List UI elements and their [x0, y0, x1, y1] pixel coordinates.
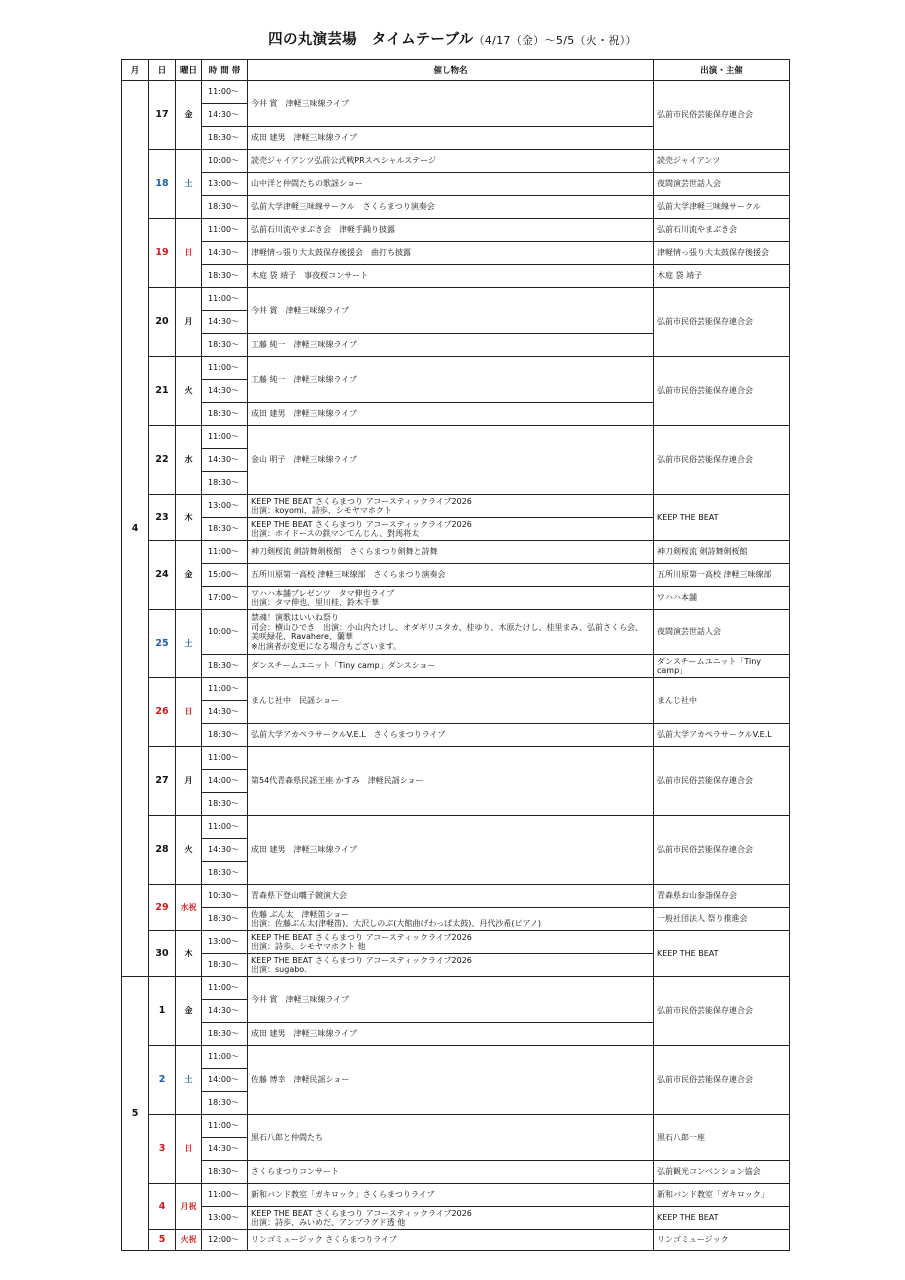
event-cell	[248, 816, 654, 885]
time-cell: 11:00～	[202, 678, 248, 701]
event-line: ダンスチームユニット「Tiny camp」ダンスショー	[251, 661, 436, 671]
table-row	[122, 426, 790, 449]
event-line: 弘前大学津軽三味線サークル さくらまつり演奏会	[251, 202, 435, 212]
event-cell	[248, 357, 654, 403]
event-line: 神刀剣桜流 剣詩舞剣桜館 さくらまつり剣舞と詩舞	[251, 547, 438, 557]
time-cell: 18:30～	[202, 403, 248, 426]
event-line: 金山 明子 津軽三味線ライブ	[251, 455, 358, 465]
host-cell: 木庭 袋 靖子	[654, 265, 790, 288]
time-cell: 14:30～	[202, 242, 248, 265]
time-cell: 14:30～	[202, 701, 248, 724]
timetable-body	[122, 81, 790, 1251]
day-cell: 24	[149, 541, 176, 610]
day-cell: 17	[149, 81, 176, 150]
host-cell: 弘前観光コンベンション協会	[654, 1161, 790, 1184]
host-cell: 神刀剣桜流 剣詩舞剣桜館	[654, 541, 790, 564]
host-cell: 津軽情っ張り大太鼓保存後援会	[654, 242, 790, 265]
event-cell	[248, 1161, 654, 1184]
table-row	[122, 541, 790, 564]
table-row	[122, 908, 790, 931]
event-line: 山中洋と仲間たちの歌謡ショー	[251, 179, 363, 189]
event-line: ワハハ本舗プレゼンツ タマ伸也ライブ	[251, 588, 395, 598]
time-cell: 13:00～	[202, 1207, 248, 1230]
host-cell: 弘前市民俗芸能保存連合会	[654, 288, 790, 357]
weekday-cell: 土	[176, 610, 202, 678]
weekday-cell: 金	[176, 977, 202, 1046]
weekday-cell: 月	[176, 288, 202, 357]
event-line: リンゴミュージック さくらまつりライブ	[251, 1235, 397, 1245]
event-line: 出演：sugabo.	[251, 965, 307, 974]
time-cell: 14:30～	[202, 380, 248, 403]
weekday-cell: 日	[176, 678, 202, 747]
weekday-cell: 水祝	[176, 885, 202, 931]
event-cell	[248, 885, 654, 908]
event-cell	[248, 242, 654, 265]
event-cell	[248, 403, 654, 426]
header-weekday: 曜日	[176, 60, 202, 81]
time-cell: 18:30～	[202, 793, 248, 816]
event-cell	[248, 724, 654, 747]
time-cell: 14:30～	[202, 1000, 248, 1023]
event-cell	[248, 655, 654, 678]
event-cell	[248, 173, 654, 196]
event-cell	[248, 196, 654, 219]
table-row	[122, 747, 790, 770]
time-cell: 11:00～	[202, 1046, 248, 1069]
month-cell: 5	[122, 977, 149, 1251]
table-row	[122, 610, 790, 655]
event-cell	[248, 265, 654, 288]
host-cell: 弘前市民俗芸能保存連合会	[654, 816, 790, 885]
table-row	[122, 1184, 790, 1207]
table-row	[122, 816, 790, 839]
host-cell: ワハハ本舗	[654, 587, 790, 610]
event-cell	[248, 587, 654, 610]
time-cell: 18:30～	[202, 127, 248, 150]
host-cell: KEEP THE BEAT	[654, 931, 790, 977]
event-line: 木庭 袋 靖子 事夜桜コンサート	[251, 271, 369, 281]
table-row	[122, 1230, 790, 1251]
host-cell: 夜間演芸世話人会	[654, 610, 790, 655]
time-cell: 14:30～	[202, 839, 248, 862]
table-row	[122, 242, 790, 265]
time-cell: 14:30～	[202, 311, 248, 334]
time-cell: 13:00～	[202, 173, 248, 196]
weekday-cell: 火	[176, 816, 202, 885]
time-cell: 14:00～	[202, 770, 248, 793]
event-line: 成田 建男 津軽三味線ライブ	[251, 409, 358, 419]
event-line: KEEP THE BEAT さくらまつり アコースティックライブ2026	[251, 1208, 472, 1218]
day-cell: 18	[149, 150, 176, 219]
table-row	[122, 931, 790, 954]
event-cell	[248, 564, 654, 587]
time-cell: 11:00～	[202, 816, 248, 839]
event-cell	[248, 81, 654, 127]
table-row	[122, 885, 790, 908]
event-cell	[248, 1046, 654, 1115]
table-row	[122, 357, 790, 380]
host-cell: 弘前市民俗芸能保存連合会	[654, 1046, 790, 1115]
time-cell: 11:00～	[202, 747, 248, 770]
event-cell	[248, 1115, 654, 1161]
event-cell	[248, 288, 654, 334]
time-cell: 10:00～	[202, 610, 248, 655]
table-row	[122, 173, 790, 196]
event-cell	[248, 150, 654, 173]
time-cell: 18:30～	[202, 954, 248, 977]
table-row	[122, 1115, 790, 1138]
day-cell: 23	[149, 495, 176, 541]
time-cell: 18:30～	[202, 518, 248, 541]
event-line: 読売ジャイアンツ弘前公式戦PRスペシャルステージ	[251, 156, 436, 166]
weekday-cell: 月	[176, 747, 202, 816]
table-row	[122, 81, 790, 104]
day-cell: 29	[149, 885, 176, 931]
time-cell: 12:00～	[202, 1230, 248, 1251]
event-line: 成田 建男 津軽三味線ライブ	[251, 133, 358, 143]
host-cell: 弘前市民俗芸能保存連合会	[654, 357, 790, 426]
time-cell: 10:30～	[202, 885, 248, 908]
host-cell: KEEP THE BEAT	[654, 1207, 790, 1230]
time-cell: 18:30～	[202, 196, 248, 219]
event-line: 工藤 純一 津軽三味線ライブ	[251, 374, 358, 384]
event-cell	[248, 541, 654, 564]
event-cell	[248, 678, 654, 724]
table-row	[122, 196, 790, 219]
header-time: 時 間 帯	[202, 60, 248, 81]
host-cell: 弘前大学アカペラサークルV.E.L	[654, 724, 790, 747]
event-cell	[248, 908, 654, 931]
table-row	[122, 977, 790, 1000]
event-line: 津軽情っ張り大太鼓保存後援会 曲打ち披露	[251, 248, 411, 258]
day-cell: 5	[149, 1230, 176, 1251]
weekday-cell: 金	[176, 541, 202, 610]
event-line: 出演：詩歩、みいめだ、アンプラグド透 他	[251, 1218, 406, 1227]
time-cell: 11:00～	[202, 219, 248, 242]
event-line: 今井 賞 津軽三味線ライブ	[251, 98, 350, 108]
event-cell	[248, 334, 654, 357]
host-cell: 弘前市民俗芸能保存連合会	[654, 426, 790, 495]
time-cell: 14:30～	[202, 104, 248, 127]
event-line: 成田 建男 津軽三味線ライブ	[251, 845, 358, 855]
host-cell: 青森県お山参詣保存会	[654, 885, 790, 908]
weekday-cell: 土	[176, 1046, 202, 1115]
weekday-cell: 金	[176, 81, 202, 150]
host-cell: 弘前石川流やまぶき会	[654, 219, 790, 242]
time-cell: 18:30～	[202, 1161, 248, 1184]
time-cell: 17:00～	[202, 587, 248, 610]
event-cell	[248, 1184, 654, 1207]
event-line: KEEP THE BEAT さくらまつり アコースティックライブ2026	[251, 955, 472, 965]
day-cell: 26	[149, 678, 176, 747]
time-cell: 18:30～	[202, 265, 248, 288]
time-cell: 18:30～	[202, 862, 248, 885]
header-row	[122, 60, 790, 81]
table-row	[122, 150, 790, 173]
event-line: 工藤 純一 津軽三味線ライブ	[251, 340, 358, 350]
weekday-cell: 日	[176, 1115, 202, 1184]
day-cell: 25	[149, 610, 176, 678]
event-line: 出演：koyomi、詩歩、シモヤマホクト	[251, 506, 392, 515]
title-date-range: （4/17（金）～5/5（火・祝））	[473, 34, 637, 47]
event-cell	[248, 1230, 654, 1251]
time-cell: 11:00～	[202, 977, 248, 1000]
table-row	[122, 587, 790, 610]
day-cell: 19	[149, 219, 176, 288]
time-cell: 13:00～	[202, 495, 248, 518]
event-cell	[248, 1207, 654, 1230]
event-line: 出演：タマ伸也、里川桂、鈴木千華	[251, 598, 379, 607]
weekday-cell: 木	[176, 931, 202, 977]
host-cell: 弘前市民俗芸能保存連合会	[654, 747, 790, 816]
table-row	[122, 1046, 790, 1069]
time-cell: 18:30～	[202, 724, 248, 747]
time-cell: 10:00～	[202, 150, 248, 173]
event-line: さくらまつりコンサート	[251, 1167, 339, 1177]
event-line: 司会：横山ひでき 出演：小山内たけし、オダギリユタカ、桂ゆり、木原たけし、桂里まみ、弘前さくら会、美咲緑花、Ravahere、蘭華	[251, 622, 643, 641]
day-cell: 3	[149, 1115, 176, 1184]
event-cell	[248, 426, 654, 495]
event-cell	[248, 954, 654, 977]
host-cell: ダンスチームユニット「Tiny camp」	[654, 655, 790, 678]
day-cell: 1	[149, 977, 176, 1046]
day-cell: 4	[149, 1184, 176, 1230]
day-cell: 30	[149, 931, 176, 977]
host-cell: 読売ジャイアンツ	[654, 150, 790, 173]
event-cell	[248, 610, 654, 655]
host-cell: 新和バンド教室「ガキロック」	[654, 1184, 790, 1207]
host-cell: まんじ社中	[654, 678, 790, 724]
time-cell: 15:00～	[202, 564, 248, 587]
event-line: 出演：佐藤ぶん太(津軽笛)、大沢しのぶ(大館曲げわっぱ太鼓)、丹代沙希(ピアノ)	[251, 919, 542, 928]
day-cell: 2	[149, 1046, 176, 1115]
host-cell: KEEP THE BEAT	[654, 495, 790, 541]
time-cell: 14:00～	[202, 1069, 248, 1092]
host-cell: 夜間演芸世話人会	[654, 173, 790, 196]
time-cell: 14:30～	[202, 1138, 248, 1161]
time-cell: 11:00～	[202, 288, 248, 311]
table-row	[122, 288, 790, 311]
day-cell: 27	[149, 747, 176, 816]
header-day: 日	[149, 60, 176, 81]
day-cell: 22	[149, 426, 176, 495]
table-row	[122, 219, 790, 242]
host-cell: 黒石八郎一座	[654, 1115, 790, 1161]
event-line: 佐藤 ぶん太 津軽笛ショー	[251, 909, 350, 919]
event-line: 出演：ホイドースの鉄マンてんじん、對馬将太	[251, 529, 420, 538]
table-row	[122, 724, 790, 747]
host-cell: リンゴミュージック	[654, 1230, 790, 1251]
event-line: 禁魂！演歌はいいね祭り	[251, 613, 339, 622]
time-cell: 18:30～	[202, 472, 248, 495]
timetable	[121, 59, 790, 1251]
time-cell: 18:30～	[202, 1023, 248, 1046]
time-cell: 18:30～	[202, 1092, 248, 1115]
day-cell: 20	[149, 288, 176, 357]
table-row	[122, 678, 790, 701]
time-cell: 11:00～	[202, 357, 248, 380]
event-line: 五所川原第一高校 津軽三味線部 さくらまつり演奏会	[251, 570, 446, 580]
event-cell	[248, 127, 654, 150]
time-cell: 11:00～	[202, 1184, 248, 1207]
event-line: 弘前石川流やまぶき会 津軽手踊り披露	[251, 225, 395, 235]
event-line: まんじ社中 民謡ショー	[251, 695, 339, 705]
title-main: 四の丸演芸場 タイムテーブル	[268, 32, 474, 48]
header-month: 月	[122, 60, 149, 81]
time-cell: 11:00～	[202, 81, 248, 104]
host-cell: 弘前市民俗芸能保存連合会	[654, 977, 790, 1046]
time-cell: 18:30～	[202, 908, 248, 931]
table-row	[122, 1207, 790, 1230]
weekday-cell: 火祝	[176, 1230, 202, 1251]
event-cell	[248, 219, 654, 242]
time-cell: 11:00～	[202, 426, 248, 449]
table-row	[122, 1161, 790, 1184]
host-cell: 一般社団法人 祭り推進会	[654, 908, 790, 931]
event-line: 弘前大学アカペラサークルV.E.L さくらまつりライブ	[251, 730, 446, 740]
table-row	[122, 564, 790, 587]
day-cell: 21	[149, 357, 176, 426]
host-cell: 弘前市民俗芸能保存連合会	[654, 81, 790, 150]
event-line: 今井 賞 津軽三味線ライブ	[251, 994, 350, 1004]
weekday-cell: 土	[176, 150, 202, 219]
event-line: 出演：詩歩、シモヤマホクト 他	[251, 942, 366, 951]
weekday-cell: 水	[176, 426, 202, 495]
event-line: KEEP THE BEAT さくらまつり アコースティックライブ2026	[251, 519, 472, 529]
header-event: 催し物名	[248, 60, 654, 81]
time-cell: 18:30～	[202, 655, 248, 678]
event-line: KEEP THE BEAT さくらまつり アコースティックライブ2026	[251, 496, 472, 506]
weekday-cell: 火	[176, 357, 202, 426]
time-cell: 11:00～	[202, 541, 248, 564]
event-cell	[248, 977, 654, 1023]
event-line: 新和バンド教室「ガキロック」さくらまつりライブ	[251, 1190, 435, 1200]
weekday-cell: 月祝	[176, 1184, 202, 1230]
table-row	[122, 495, 790, 518]
month-cell: 4	[122, 81, 149, 977]
event-cell	[248, 931, 654, 954]
time-cell: 11:00～	[202, 1115, 248, 1138]
table-row	[122, 655, 790, 678]
event-line: 成田 建男 津軽三味線ライブ	[251, 1029, 358, 1039]
host-cell: 弘前大学津軽三味線サークル	[654, 196, 790, 219]
event-line: 青森県下登山囃子競演大会	[251, 891, 347, 901]
table-row	[122, 265, 790, 288]
time-cell: 14:30～	[202, 449, 248, 472]
event-line: ※出演者が変更になる場合もございます。	[251, 641, 402, 651]
header-host: 出演・主催	[654, 60, 790, 81]
time-cell: 13:00～	[202, 931, 248, 954]
event-line: 黒石八郎と仲間たち	[251, 1132, 323, 1142]
event-line: 今井 賞 津軽三味線ライブ	[251, 305, 350, 315]
weekday-cell: 日	[176, 219, 202, 288]
event-cell	[248, 1023, 654, 1046]
event-line: 佐藤 博幸 津軽民謡ショー	[251, 1075, 350, 1085]
event-cell	[248, 747, 654, 816]
event-line: KEEP THE BEAT さくらまつり アコースティックライブ2026	[251, 932, 472, 942]
day-cell: 28	[149, 816, 176, 885]
weekday-cell: 木	[176, 495, 202, 541]
time-cell: 18:30～	[202, 334, 248, 357]
event-cell	[248, 495, 654, 518]
page-title	[0, 28, 905, 49]
event-line: 第54代青森県民謡王座 かすみ 津軽民謡ショー	[251, 776, 424, 786]
event-cell	[248, 518, 654, 541]
host-cell: 五所川原第一高校 津軽三味線部	[654, 564, 790, 587]
